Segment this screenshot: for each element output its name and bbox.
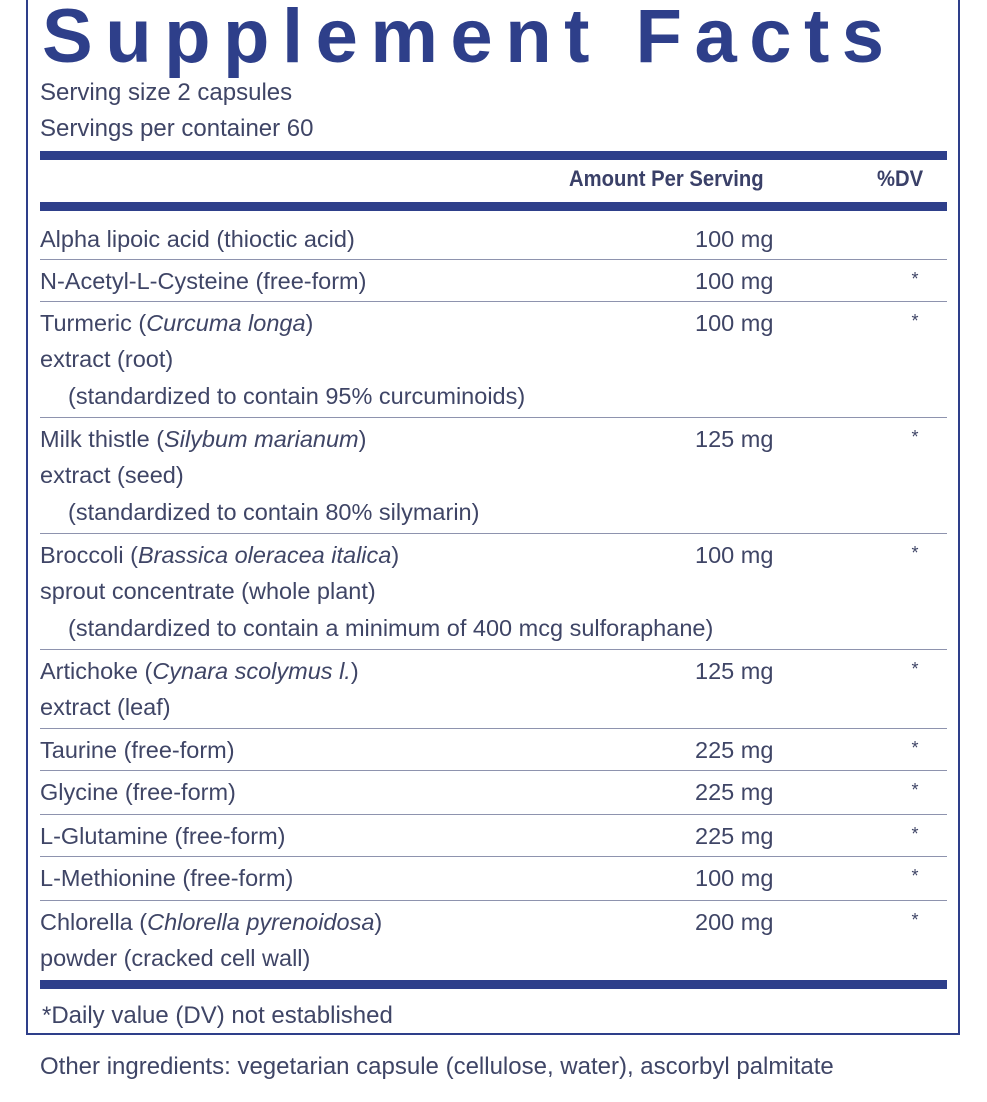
ingredient-name: Turmeric (Curcuma longa) — [40, 310, 314, 336]
table-row — [40, 221, 947, 260]
ingredient-amount: 125 mg — [695, 658, 774, 684]
ingredient-standardization: (standardized to contain 95% curcuminoids) — [68, 383, 526, 409]
ingredient-amount: 225 mg — [695, 823, 774, 849]
servings-per-container: Servings per container 60 — [40, 115, 314, 142]
serving-size: Serving size 2 capsules — [40, 79, 293, 106]
ingredient-dv: * — [911, 866, 919, 886]
ingredient-dv: * — [911, 543, 919, 563]
ingredient-detail: extract (leaf) — [40, 694, 171, 720]
ingredient-dv: * — [911, 780, 919, 800]
table-row — [40, 261, 947, 302]
latin-name: Cynara scolymus l. — [152, 658, 351, 684]
ingredient-detail: extract (root) — [40, 346, 174, 372]
ingredient-name: Glycine (free-form) — [40, 779, 236, 805]
ingredient-amount: 225 mg — [695, 737, 774, 763]
ingredient-detail: powder (cracked cell wall) — [40, 945, 311, 971]
ingredient-dv: * — [911, 311, 919, 331]
ingredient-name: Chlorella (Chlorella pyrenoidosa) — [40, 909, 383, 935]
table-row — [40, 772, 947, 815]
thick-rule-bottom — [40, 980, 947, 989]
ingredient-amount: 225 mg — [695, 779, 774, 805]
ingredient-amount: 200 mg — [695, 909, 774, 935]
ingredient-dv: * — [911, 824, 919, 844]
ingredient-amount: 100 mg — [695, 268, 774, 294]
ingredient-dv: * — [911, 738, 919, 758]
thick-rule-top — [40, 151, 947, 160]
table-row — [40, 303, 947, 418]
ingredient-detail: sprout concentrate (whole plant) — [40, 578, 376, 604]
column-header-dv: %DV — [877, 166, 924, 191]
ingredient-standardization: (standardized to contain 80% silymarin) — [68, 499, 480, 525]
table-row — [40, 730, 947, 771]
ingredient-name: Alpha lipoic acid (thioctic acid) — [40, 226, 355, 252]
table-row — [40, 419, 947, 534]
latin-name: Silybum marianum — [164, 426, 359, 452]
table-row — [40, 902, 947, 978]
ingredient-amount: 100 mg — [695, 542, 774, 568]
table-row — [40, 651, 947, 729]
ingredient-name: Broccoli (Brassica oleracea italica) — [40, 542, 400, 568]
table-row — [40, 535, 947, 650]
other-ingredients: Other ingredients: vegetarian capsule (cellulose, water), ascorbyl palmitate — [40, 1053, 834, 1080]
ingredient-amount: 125 mg — [695, 426, 774, 452]
ingredient-dv: * — [911, 269, 919, 289]
ingredient-amount: 100 mg — [695, 310, 774, 336]
ingredient-name: Taurine (free-form) — [40, 737, 235, 763]
ingredient-standardization: (standardized to contain a minimum of 400 mcg sulforaphane) — [68, 615, 714, 641]
table-row — [40, 816, 947, 857]
label-title: Supplement Facts — [42, 0, 897, 79]
ingredient-name: Milk thistle (Silybum marianum) — [40, 426, 367, 452]
ingredient-dv: * — [911, 427, 919, 447]
table-row — [40, 858, 947, 901]
latin-name: Curcuma longa — [146, 310, 306, 336]
latin-name: Chlorella pyrenoidosa — [147, 909, 375, 935]
ingredient-name: N-Acetyl-L-Cysteine (free-form) — [40, 268, 367, 294]
ingredient-name: L-Glutamine (free-form) — [40, 823, 286, 849]
ingredient-dv: * — [911, 910, 919, 930]
latin-name: Brassica oleracea italica — [137, 542, 392, 568]
ingredient-amount: 100 mg — [695, 226, 774, 252]
ingredient-detail: extract (seed) — [40, 462, 184, 488]
ingredient-name: Artichoke (Cynara scolymus l.) — [40, 658, 359, 684]
ingredient-dv: * — [911, 659, 919, 679]
column-header-amount: Amount Per Serving — [569, 166, 764, 191]
ingredient-name: L-Methionine (free-form) — [40, 865, 294, 891]
supplement-facts-panel — [26, 0, 960, 1035]
ingredient-amount: 100 mg — [695, 865, 774, 891]
footnote: *Daily value (DV) not established — [42, 1002, 393, 1029]
thick-rule-header — [40, 202, 947, 211]
